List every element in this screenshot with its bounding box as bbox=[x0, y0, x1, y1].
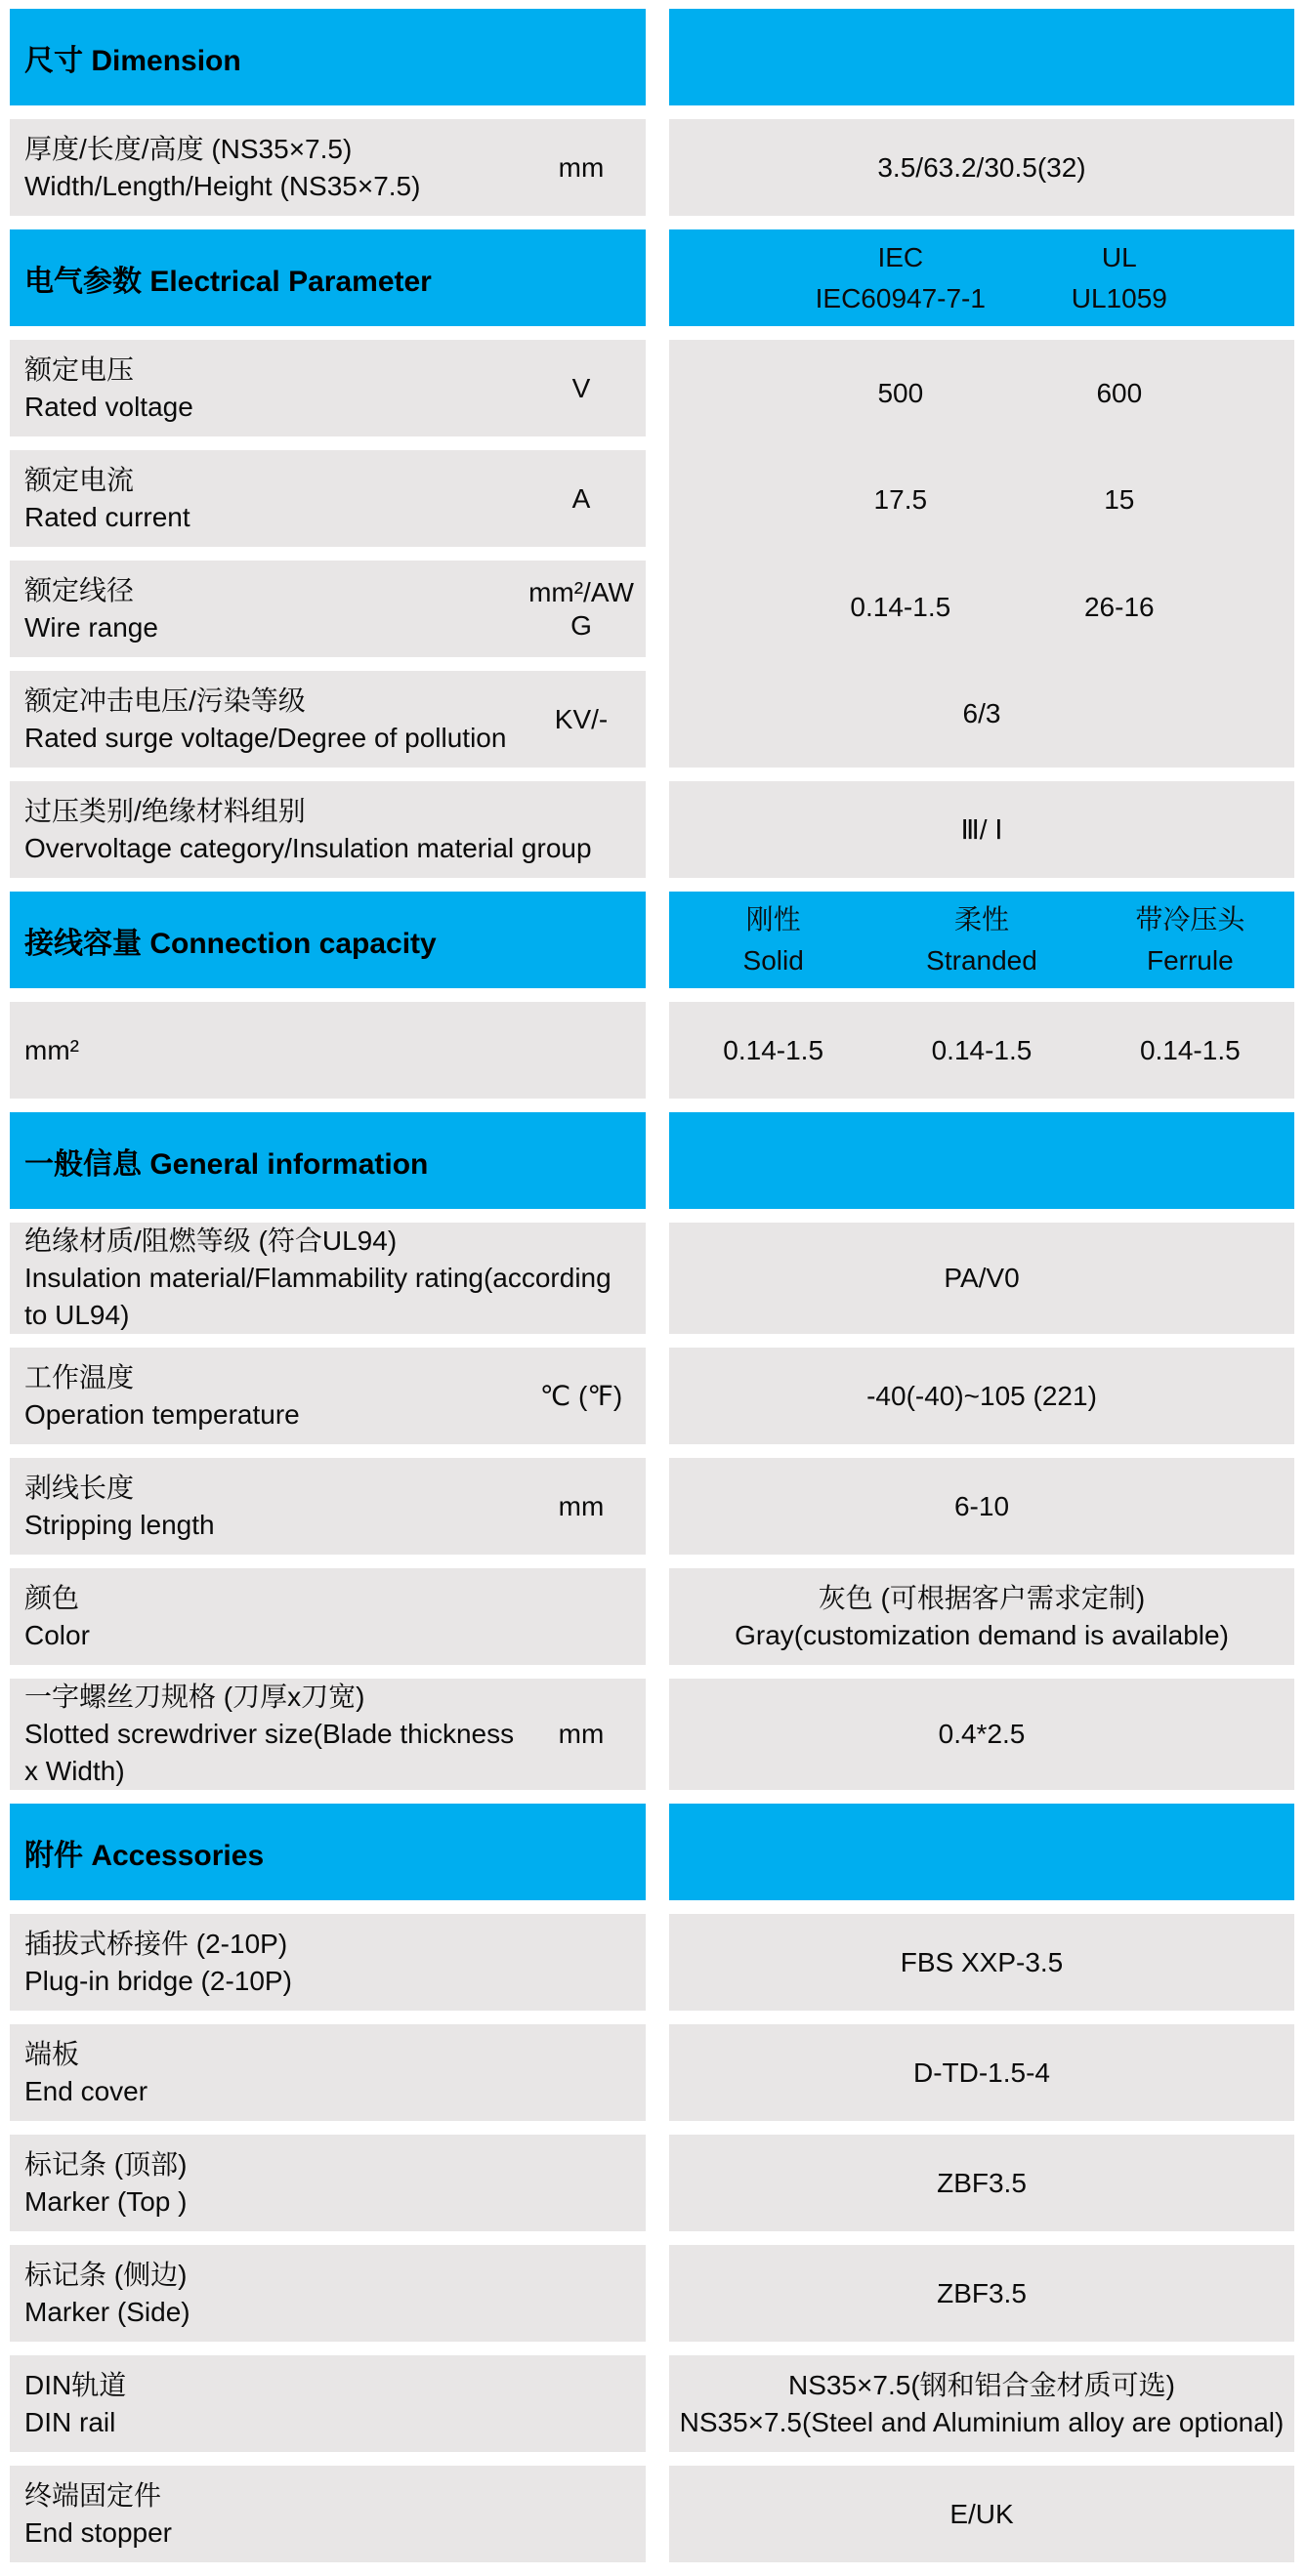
row-rated-current-label bbox=[10, 450, 646, 547]
section-header-accessories bbox=[10, 1804, 646, 1900]
label-zh: DIN轨道 bbox=[24, 2369, 127, 2400]
section-header-electrical bbox=[10, 229, 646, 326]
capacity-col-zh: 带冷压头 bbox=[1135, 903, 1245, 935]
section-header-accessories-right bbox=[669, 1804, 1294, 1900]
row-rated-current-values bbox=[669, 447, 1294, 555]
value-color-en: Gray(customization demand is available) bbox=[735, 1619, 1229, 1650]
row-color-label bbox=[10, 1568, 646, 1665]
label-en: Rated surge voltage/Degree of pollution bbox=[24, 722, 507, 753]
row-wire-range-label bbox=[10, 561, 646, 657]
label-en: Width/Length/Height (NS35×7.5) bbox=[24, 170, 421, 201]
electrical-values-block bbox=[669, 340, 1294, 768]
value-wire-range-iec: 0.14-1.5 bbox=[850, 591, 951, 622]
row-overvoltage-value bbox=[669, 781, 1294, 878]
row-stripping-value bbox=[669, 1458, 1294, 1555]
value-din-rail-en: NS35×7.5(Steel and Aluminium alloy are optional) bbox=[679, 2406, 1285, 2437]
label-rated-current bbox=[24, 462, 521, 536]
label-stripping bbox=[24, 1470, 521, 1544]
label-color bbox=[24, 1580, 646, 1654]
value-surge-voltage: 6/3 bbox=[962, 698, 1001, 729]
label-end-stopper bbox=[24, 2477, 646, 2552]
section-header-electrical-right bbox=[669, 229, 1294, 326]
label-en: Insulation material/Flammability rating(according to UL94) bbox=[24, 1263, 611, 1330]
row-surge-voltage-value bbox=[669, 661, 1294, 769]
row-dimension-value bbox=[669, 119, 1294, 216]
label-zh: 端板 bbox=[24, 2038, 80, 2069]
value-rated-current-iec: 17.5 bbox=[873, 484, 928, 516]
value-capacity-stranded: 0.14-1.5 bbox=[931, 1034, 1033, 1065]
label-zh: 终端固定件 bbox=[24, 2479, 162, 2511]
label-marker-top bbox=[24, 2146, 646, 2221]
value-rated-current-ul: 15 bbox=[1104, 484, 1135, 516]
label-zh: 额定线径 bbox=[24, 574, 135, 605]
row-din-rail-value bbox=[669, 2355, 1294, 2452]
unit-rated-voltage: V bbox=[571, 372, 591, 403]
label-zh: 一字螺丝刀规格 (刀厚x刀宽) bbox=[24, 1682, 365, 1712]
value-insulation: PA/V0 bbox=[944, 1263, 1020, 1293]
row-din-rail-label bbox=[10, 2355, 646, 2452]
row-screwdriver-value bbox=[669, 1679, 1294, 1790]
section-title: 接线容量 Connection capacity bbox=[24, 927, 437, 960]
section-header-capacity-right bbox=[669, 892, 1294, 988]
row-marker-top-value bbox=[669, 2135, 1294, 2231]
value-capacity-solid: 0.14-1.5 bbox=[723, 1034, 824, 1065]
section-title: 一般信息 General information bbox=[24, 1147, 429, 1181]
row-end-stopper-label bbox=[10, 2466, 646, 2562]
standard-ul-title: UL bbox=[1101, 241, 1137, 272]
value-overvoltage: Ⅲ/ Ⅰ bbox=[960, 813, 1003, 845]
row-bridge-label bbox=[10, 1914, 646, 2011]
capacity-col-en: Stranded bbox=[926, 944, 1037, 976]
label-en: Color bbox=[24, 1619, 90, 1650]
row-rated-voltage-label bbox=[10, 340, 646, 436]
capacity-columns bbox=[669, 892, 1294, 988]
unit-stripping: mm bbox=[558, 1490, 605, 1521]
label-en: Wire range bbox=[24, 611, 158, 643]
capacity-col-solid bbox=[669, 899, 877, 981]
label-en: Marker (Side) bbox=[24, 2296, 190, 2327]
spec-table bbox=[10, 9, 1294, 2562]
label-din-rail bbox=[24, 2367, 646, 2441]
row-rated-voltage-values bbox=[669, 340, 1294, 447]
row-marker-top-label bbox=[10, 2135, 646, 2231]
unit-rated-current: A bbox=[571, 482, 591, 514]
unit-surge-voltage: KV/- bbox=[554, 703, 609, 734]
section-header-capacity bbox=[10, 892, 646, 988]
label-zh: 厚度/长度/高度 (NS35×7.5) bbox=[24, 133, 353, 164]
standards-columns bbox=[669, 229, 1294, 326]
value-rated-voltage-ul: 600 bbox=[1096, 377, 1143, 408]
value-temperature: -40(-40)~105 (221) bbox=[866, 1380, 1097, 1411]
unit-wire-range: mm²/AWG bbox=[528, 576, 634, 641]
label-end-cover bbox=[24, 2036, 646, 2110]
value-capacity-ferrule: 0.14-1.5 bbox=[1139, 1034, 1241, 1065]
label-zh: 额定电流 bbox=[24, 464, 135, 495]
label-temperature bbox=[24, 1359, 521, 1433]
label-en: Slotted screwdriver size(Blade thickness x Width) bbox=[24, 1719, 515, 1786]
label-en: Rated voltage bbox=[24, 391, 193, 422]
label-en: Stripping length bbox=[24, 1509, 215, 1540]
row-surge-voltage-label bbox=[10, 671, 646, 768]
value-bridge: FBS XXP-3.5 bbox=[900, 1946, 1064, 1977]
label-en: Marker (Top ) bbox=[24, 2185, 188, 2217]
label-screwdriver bbox=[24, 1679, 521, 1790]
standard-ul bbox=[1026, 237, 1213, 319]
value-end-cover: D-TD-1.5-4 bbox=[912, 2057, 1050, 2088]
label-bridge bbox=[24, 1926, 646, 2000]
section-header-general-right bbox=[669, 1112, 1294, 1209]
row-end-cover-label bbox=[10, 2024, 646, 2121]
label-dimension bbox=[24, 131, 521, 205]
label-rated-voltage bbox=[24, 352, 521, 426]
capacity-col-zh: 刚性 bbox=[745, 903, 801, 935]
label-insulation bbox=[24, 1223, 646, 1334]
row-capacity-label bbox=[10, 1002, 646, 1099]
row-temperature-value bbox=[669, 1348, 1294, 1444]
row-screwdriver-label bbox=[10, 1679, 646, 1790]
section-header-dimension bbox=[10, 9, 646, 105]
label-overvoltage bbox=[24, 793, 646, 867]
unit-screwdriver: mm bbox=[558, 1719, 605, 1749]
label-en: Rated current bbox=[24, 501, 190, 532]
section-header-dimension-right bbox=[669, 9, 1294, 105]
row-marker-side-label bbox=[10, 2245, 646, 2342]
value-color-zh: 灰色 (可根据客户需求定制) bbox=[818, 1582, 1146, 1613]
row-bridge-value bbox=[669, 1914, 1294, 2011]
label-en: Operation temperature bbox=[24, 1398, 300, 1430]
standard-iec bbox=[807, 237, 994, 319]
row-capacity-values bbox=[669, 1002, 1294, 1099]
label-zh: 剥线长度 bbox=[24, 1472, 135, 1503]
capacity-col-en: Solid bbox=[742, 944, 804, 976]
row-end-cover-value bbox=[669, 2024, 1294, 2121]
label-zh: 过压类别/绝缘材料组别 bbox=[24, 795, 306, 826]
value-marker-side: ZBF3.5 bbox=[937, 2277, 1027, 2308]
row-temperature-label bbox=[10, 1348, 646, 1444]
label-mm2: mm² bbox=[24, 1034, 79, 1065]
value-din-rail-zh: NS35×7.5(钢和铝合金材质可选) bbox=[788, 2369, 1175, 2400]
capacity-col-en: Ferrule bbox=[1146, 944, 1234, 976]
section-header-general bbox=[10, 1112, 646, 1209]
label-en: End stopper bbox=[24, 2516, 172, 2548]
label-zh: 标记条 (侧边) bbox=[24, 2259, 188, 2290]
label-zh: 插拔式桥接件 (2-10P) bbox=[24, 1928, 288, 1959]
standard-iec-title: IEC bbox=[877, 241, 924, 272]
value-screwdriver: 0.4*2.5 bbox=[938, 1719, 1026, 1749]
label-zh: 工作温度 bbox=[24, 1361, 135, 1392]
label-wire-range bbox=[24, 572, 521, 646]
unit-dimension: mm bbox=[558, 151, 605, 183]
unit-temperature: ℃ (℉) bbox=[539, 1380, 623, 1411]
label-zh: 标记条 (顶部) bbox=[24, 2148, 188, 2180]
label-zh: 绝缘材质/阻燃等级 (符合UL94) bbox=[24, 1226, 398, 1256]
row-color-value bbox=[669, 1568, 1294, 1665]
row-dimension-label bbox=[10, 119, 646, 216]
standard-iec-code: IEC60947-7-1 bbox=[815, 282, 986, 313]
label-en: End cover bbox=[24, 2075, 148, 2106]
label-en: Plug-in bridge (2-10P) bbox=[24, 1965, 292, 1996]
value-end-stopper: E/UK bbox=[949, 2498, 1014, 2529]
capacity-values-columns bbox=[669, 1002, 1294, 1099]
value-stripping: 6-10 bbox=[953, 1490, 1010, 1521]
section-title: 附件 Accessories bbox=[24, 1839, 265, 1872]
value-marker-top: ZBF3.5 bbox=[937, 2167, 1027, 2198]
label-zh: 额定电压 bbox=[24, 353, 135, 385]
label-zh: 颜色 bbox=[24, 1582, 80, 1613]
section-title: 尺寸 Dimension bbox=[24, 44, 241, 77]
label-en: Overvoltage category/Insulation material group bbox=[24, 832, 592, 863]
capacity-col-zh: 柔性 bbox=[953, 903, 1009, 935]
row-marker-side-value bbox=[669, 2245, 1294, 2342]
section-title: 电气参数 Electrical Parameter bbox=[24, 265, 432, 298]
label-en: DIN rail bbox=[24, 2406, 116, 2437]
value-dimension: 3.5/63.2/30.5(32) bbox=[877, 151, 1086, 183]
label-capacity-mm2 bbox=[24, 1032, 646, 1069]
capacity-col-stranded bbox=[877, 899, 1085, 981]
row-overvoltage-label bbox=[10, 781, 646, 878]
standard-ul-code: UL1059 bbox=[1071, 282, 1167, 313]
label-marker-side bbox=[24, 2257, 646, 2331]
row-stripping-label bbox=[10, 1458, 646, 1555]
value-wire-range-ul: 26-16 bbox=[1083, 591, 1155, 622]
value-rated-voltage-iec: 500 bbox=[877, 377, 924, 408]
label-zh: 额定冲击电压/污染等级 bbox=[24, 685, 306, 716]
row-insulation-value bbox=[669, 1223, 1294, 1334]
capacity-col-ferrule bbox=[1086, 899, 1294, 981]
row-wire-range-values bbox=[669, 554, 1294, 661]
row-insulation-label bbox=[10, 1223, 646, 1334]
label-surge-voltage bbox=[24, 683, 521, 757]
row-end-stopper-value bbox=[669, 2466, 1294, 2562]
